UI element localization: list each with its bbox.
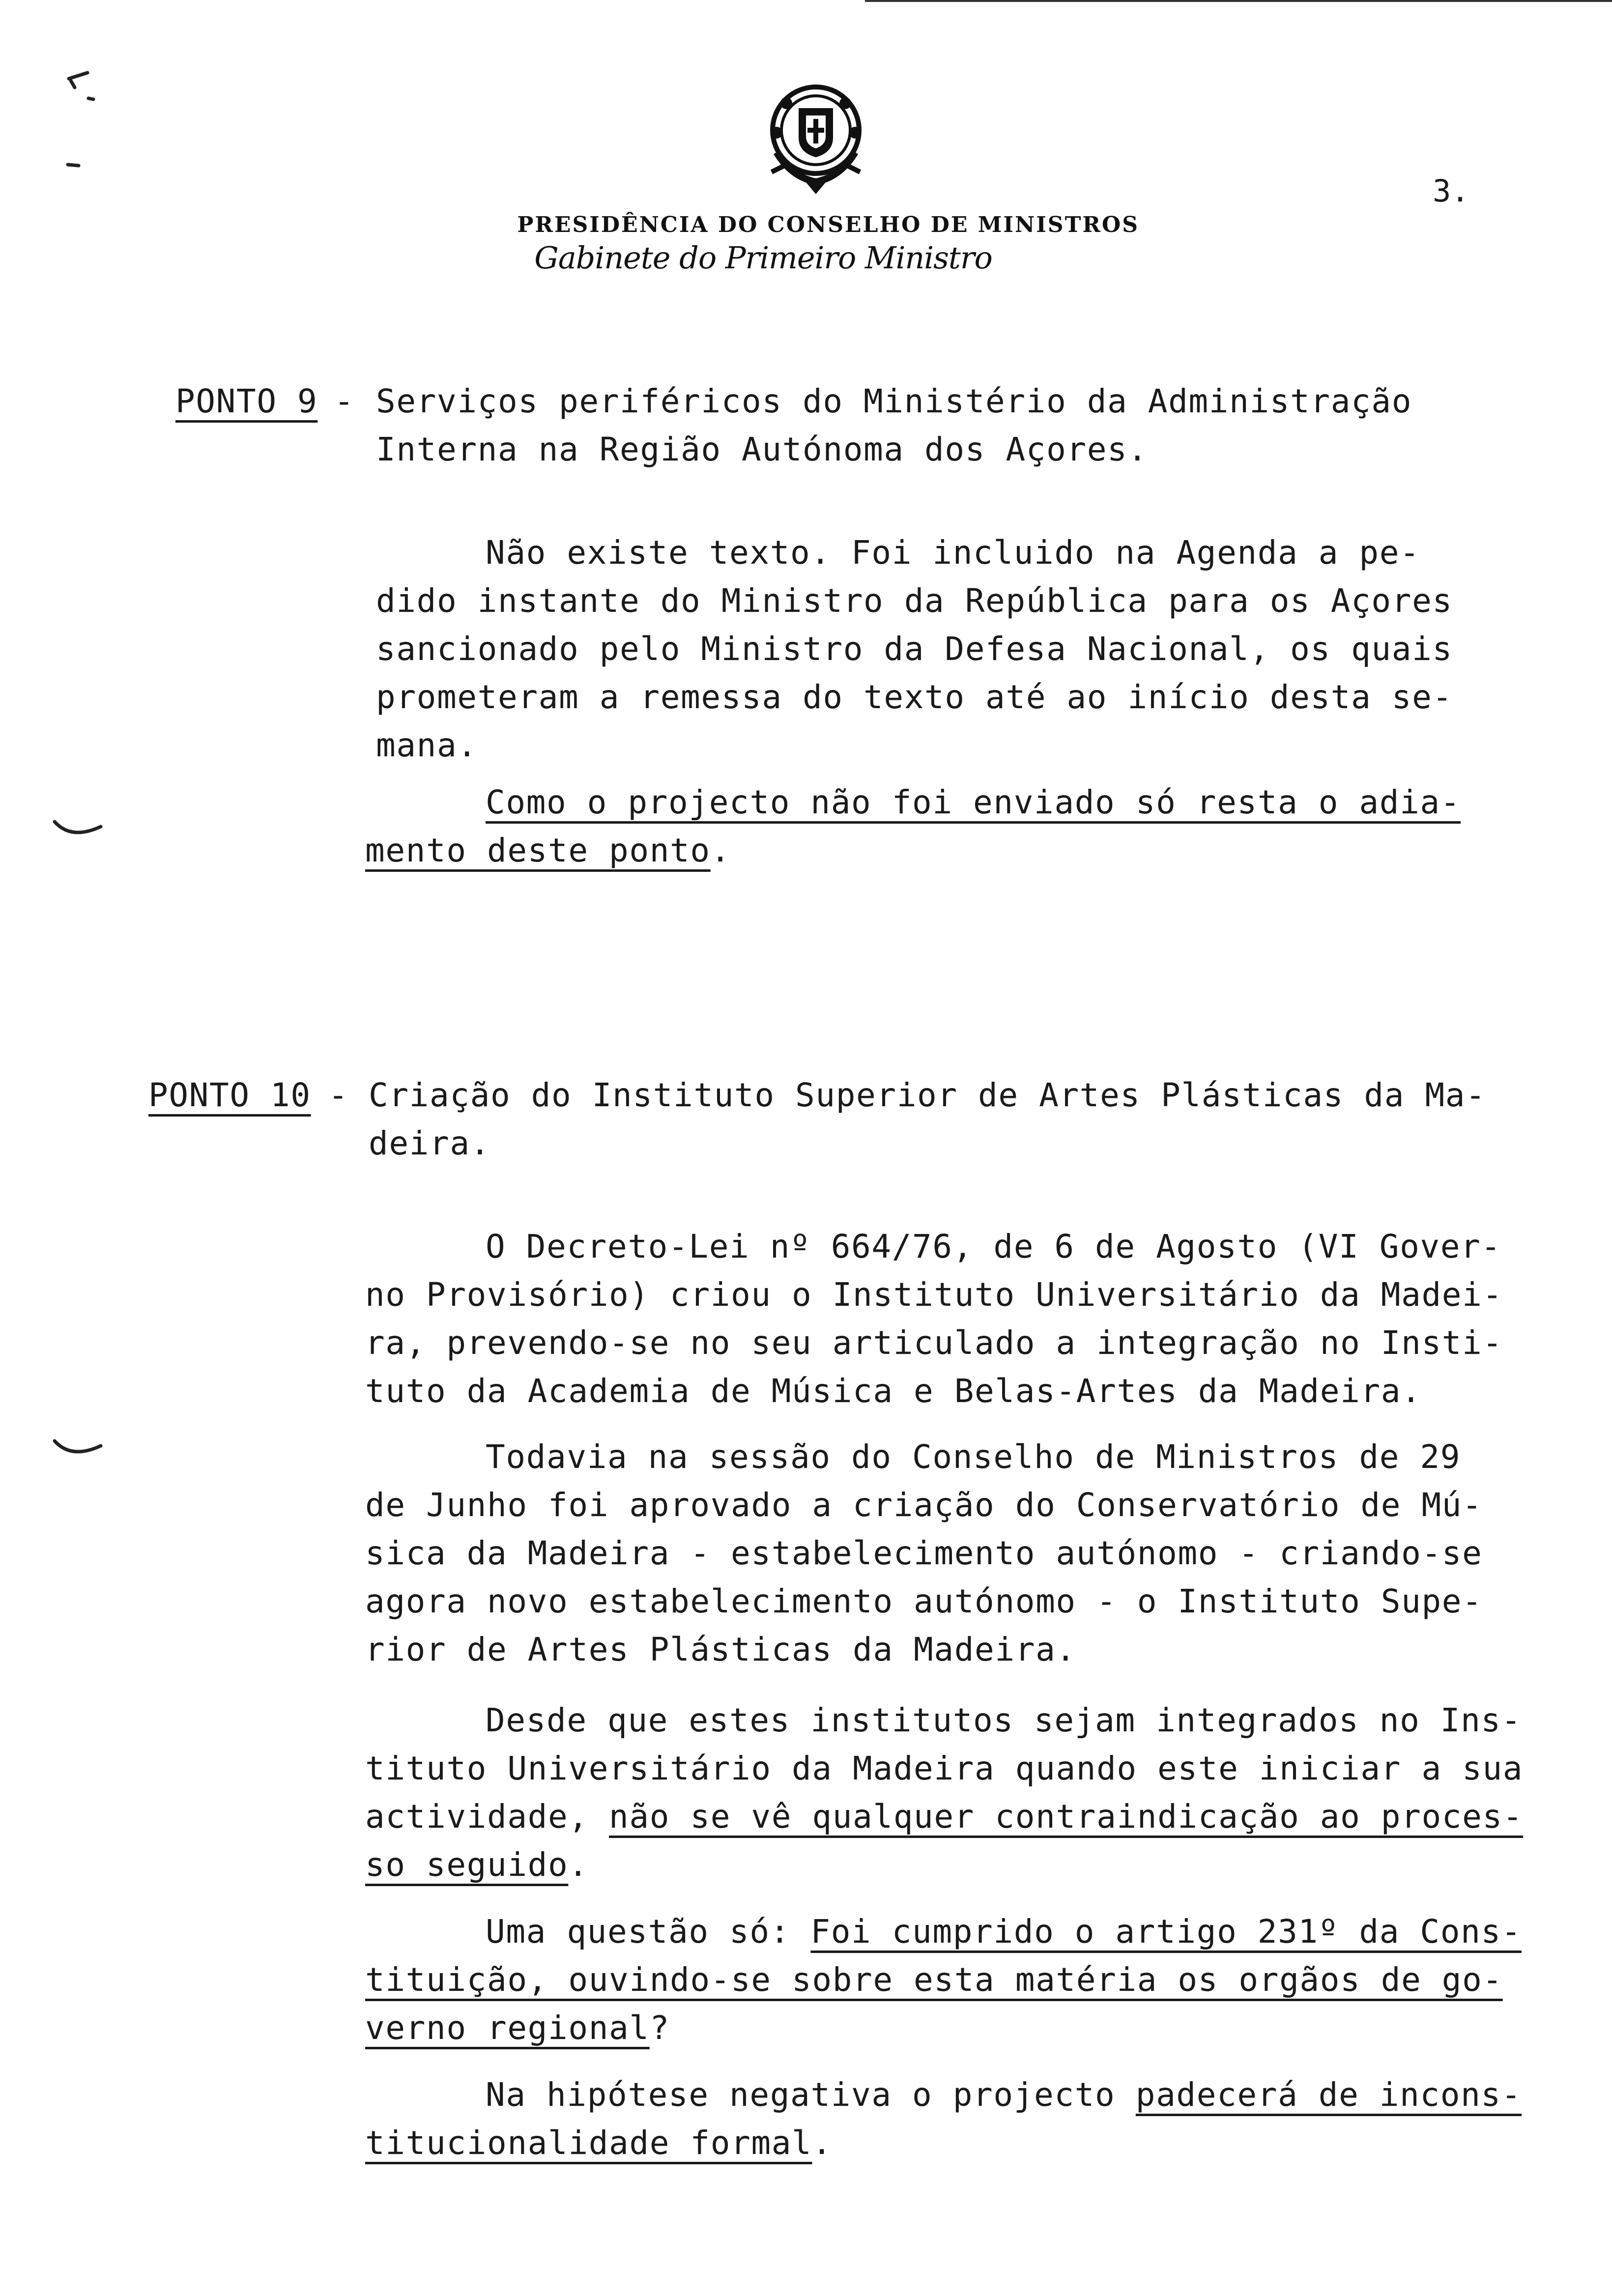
institution-name: PRESIDÊNCIA DO CONSELHO DE MINISTROS xyxy=(517,212,1139,237)
page-number: 3. xyxy=(1433,173,1469,209)
paragraph-line: verno regional? xyxy=(365,2009,670,2047)
paragraph-line: tuto da Academia de Música e Belas-Artes da Madeira. xyxy=(365,1372,1422,1410)
paragraph-line: Não existe texto. Foi incluido na Agenda a pe- xyxy=(486,534,1420,572)
paragraph-line: de Junho foi aprovado a criação do Conservatório de Mú- xyxy=(365,1486,1483,1524)
margin-curve-mark xyxy=(52,816,106,845)
paragraph-line: titucionalidade formal. xyxy=(365,2124,833,2162)
ponto-10-label: PONTO 10 xyxy=(148,1076,311,1114)
office-name: Gabinete do Primeiro Ministro xyxy=(534,240,992,276)
ponto-9-title: Interna na Região Autónoma dos Açores. xyxy=(376,430,1148,468)
paragraph-line: Uma questão só: Foi cumprido o artigo 231º da Cons- xyxy=(486,1913,1522,1951)
paragraph-line: Na hipótese negativa o projecto padecerá de incons- xyxy=(486,2076,1522,2114)
paragraph-line: Todavia na sessão do Conselho de Ministros de 29 xyxy=(486,1438,1461,1476)
paragraph-line: so seguido. xyxy=(365,1846,589,1884)
ponto-10-separator: - xyxy=(328,1076,349,1114)
underlined-paragraph-line: tituição, ouvindo-se sobre esta matéria os orgãos de go- xyxy=(365,1961,1503,1999)
underlined-paragraph-line: Como o projecto não foi enviado só resta o adia- xyxy=(486,783,1461,821)
ponto-10-title: deira. xyxy=(369,1124,491,1162)
paragraph-line: dido instante do Ministro da República para os Açores xyxy=(376,582,1453,620)
margin-tick-mark xyxy=(64,59,98,103)
paragraph-line: agora novo estabelecimento autónomo - o Instituto Supe- xyxy=(365,1582,1483,1620)
top-edge-line xyxy=(865,0,1612,2)
ponto-9-separator: - xyxy=(334,382,355,420)
paragraph-line: ra, prevendo-se no seu articulado a integração no Insti- xyxy=(365,1324,1503,1362)
paragraph-line: actividade, não se vê qualquer contraindicação ao proces- xyxy=(365,1798,1524,1836)
paragraph-line: tituto Universitário da Madeira quando este iniciar a sua xyxy=(365,1750,1524,1787)
paragraph-line: no Provisório) criou o Instituto Universitário da Madei- xyxy=(365,1276,1503,1314)
paragraph-line: mana. xyxy=(376,726,478,764)
paragraph-line: sica da Madeira - estabelecimento autónomo - criando-se xyxy=(365,1534,1483,1572)
paragraph-line: prometeram a remessa do texto até ao início desta se- xyxy=(376,678,1453,716)
margin-curve-mark xyxy=(52,1435,106,1464)
paragraph-line: Desde que estes institutos sejam integrados no Ins- xyxy=(486,1701,1522,1739)
paragraph-line: rior de Artes Plásticas da Madeira. xyxy=(365,1631,1076,1668)
paragraph-line: O Decreto-Lei nº 664/76, de 6 de Agosto (VI Gover- xyxy=(486,1228,1501,1265)
ponto-10-title: Criação do Instituto Superior de Artes Plásticas da Ma- xyxy=(369,1076,1486,1114)
coat-of-arms-emblem xyxy=(757,79,875,201)
paragraph-line: sancionado pelo Ministro da Defesa Nacional, os quais xyxy=(376,630,1453,668)
ponto-9-label: PONTO 9 xyxy=(175,382,318,420)
margin-dash-mark xyxy=(64,157,88,172)
ponto-9-title: Serviços periféricos do Ministério da Administração xyxy=(376,382,1412,420)
underlined-paragraph-line: mento deste ponto. xyxy=(365,832,731,869)
